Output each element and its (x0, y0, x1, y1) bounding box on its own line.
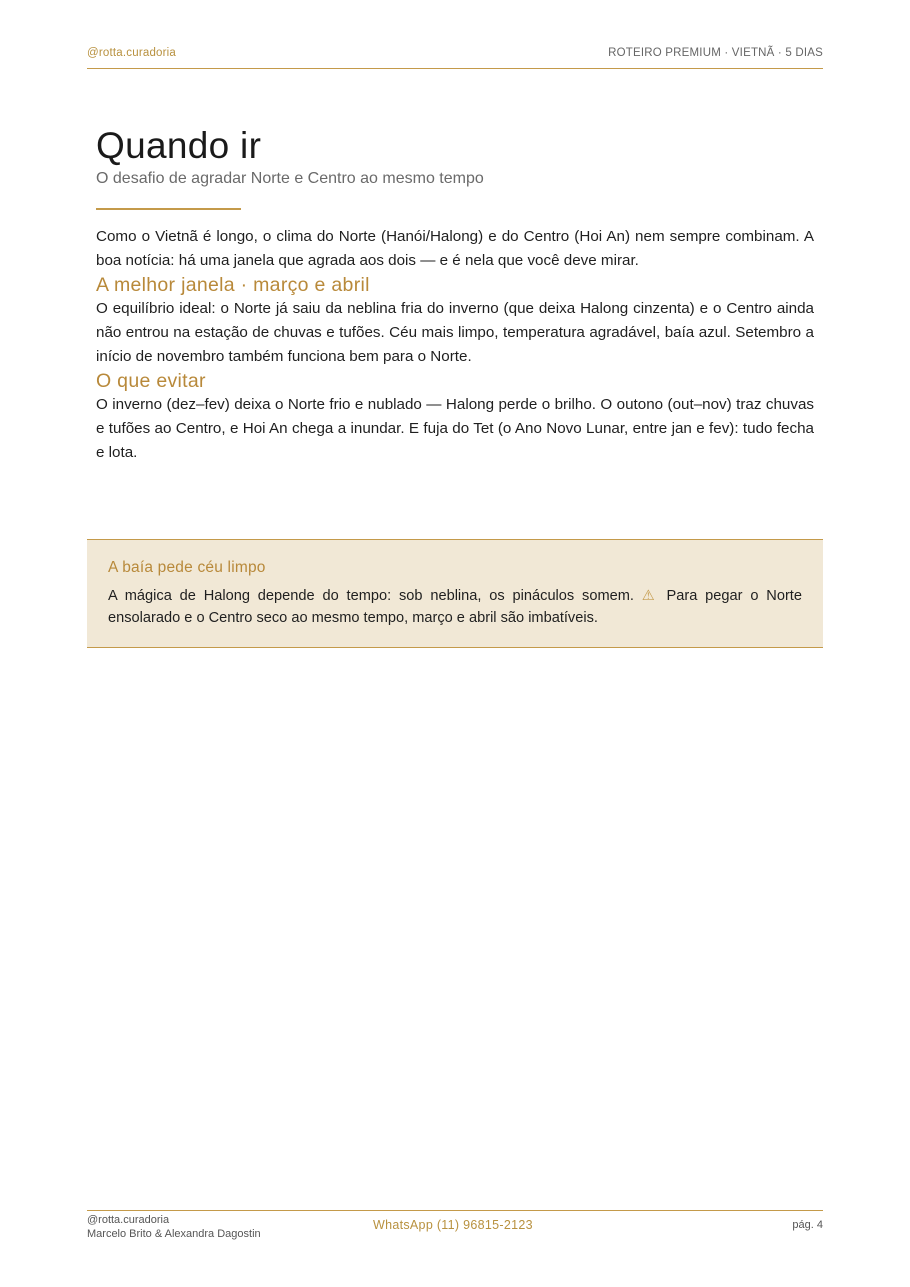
intro-paragraph: Como o Vietnã é longo, o clima do Norte (Hanói/Halong) e do Centro (Hoi An) nem sempre combinam. A boa notícia: há uma janela que agrada aos dois — e é nela que você deve mirar. (96, 228, 814, 269)
callout-box (87, 539, 823, 648)
warning-icon: ⚠ (641, 588, 659, 604)
page-footer (87, 1210, 823, 1251)
page-title: Quando ir (96, 125, 262, 166)
section-body-best-window: O equilíbrio ideal: o Norte já saiu da neblina fria do inverno (que deixa Halong cinzenta) e o Centro ainda não entrou na estação de chuvas e tufões. Céu mais limpo, temperatura agradável, baía azul. Setembro a início de novembro também funciona bem para o Norte. (96, 300, 814, 365)
section-body-avoid: O inverno (dez–fev) deixa o Norte frio e nublado — Halong perde o brilho. O outono (out–nov) traz chuvas e tufões ao Centro, e Hoi An chega a inundar. E fuja do Tet (o Ano Novo Lunar, entre jan e fev): tudo fecha e lota. (96, 396, 814, 461)
footer-page-number: pág. 4 (792, 1219, 823, 1231)
header-doc-title: ROTEIRO PREMIUM · VIETNÃ · 5 DIAS (608, 47, 823, 59)
page-header (87, 46, 823, 69)
callout-text-before: A mágica de Halong depende do tempo: sob neblina, os pináculos somem. (108, 588, 634, 604)
title-divider (96, 208, 241, 210)
section-heading-avoid: O que evitar (96, 370, 206, 392)
section-heading-best-window: A melhor janela · março e abril (96, 274, 370, 296)
footer-whatsapp-link[interactable]: WhatsApp (11) 96815-2123 (373, 1218, 533, 1232)
callout-text-after: Para pegar o Norte ensolarado e o Centro seco ao mesmo tempo, março e abril são imbatíveis. (108, 588, 802, 626)
header-handle: @rotta.curadoria (87, 47, 177, 59)
main-content (96, 124, 814, 465)
callout-text (108, 585, 802, 629)
footer-authors: Marcelo Brito & Alexandra Dagostin (87, 1228, 261, 1240)
page-subtitle: O desafio de agradar Norte e Centro ao mesmo tempo (96, 170, 484, 187)
callout-title: A baía pede céu limpo (108, 559, 266, 576)
footer-handle: @rotta.curadoria (87, 1214, 170, 1226)
